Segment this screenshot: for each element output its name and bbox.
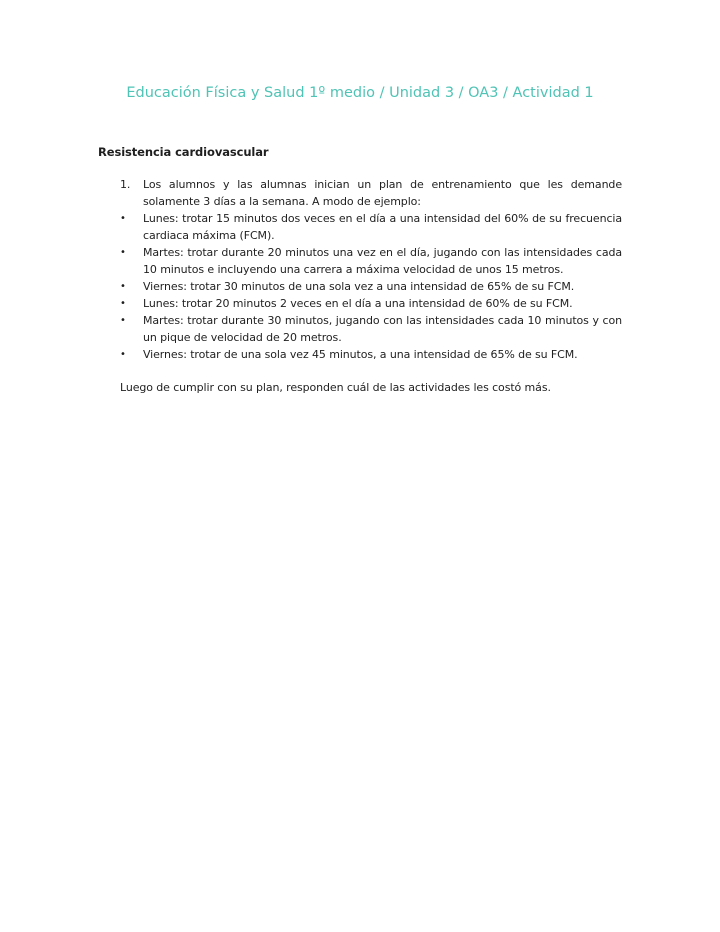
- numbered-item-text: Los alumnos y las alumnas inician un plan de entrenamiento que les demande solamente 3 días a la semana. A modo de ejemplo:: [143, 178, 622, 208]
- bullet-marker-icon: •: [120, 213, 126, 224]
- list-number-marker: 1.: [120, 178, 131, 191]
- bullet-marker-icon: •: [120, 298, 126, 309]
- bullet-marker-icon: •: [120, 281, 126, 292]
- bullet-list-item: [120, 278, 622, 295]
- closing-paragraph: Luego de cumplir con su plan, responden cuál de las actividades les costó más.: [120, 381, 551, 394]
- bullet-list-item: [120, 210, 622, 244]
- bullet-list-item: [120, 346, 622, 363]
- bullet-item-text: Viernes: trotar 30 minutos de una sola vez a una intensidad de 65% de su FCM.: [143, 280, 575, 293]
- numbered-list-item: [120, 176, 622, 210]
- document-title: Educación Física y Salud 1º medio / Unidad 3 / OA3 / Actividad 1: [126, 85, 594, 101]
- bullet-item-text: Viernes: trotar de una sola vez 45 minutos, a una intensidad de 65% de su FCM.: [143, 348, 578, 361]
- bullet-item-text: Martes: trotar durante 20 minutos una vez en el día, jugando con las intensidades cada 10 minutos e incluyendo una carrera a máxima velocidad de unos 15 metros.: [143, 246, 622, 276]
- bullet-list-item: [120, 295, 622, 312]
- bullet-marker-icon: •: [120, 247, 126, 258]
- bullet-list-item: [120, 244, 622, 278]
- bullet-item-text: Lunes: trotar 20 minutos 2 veces en el día a una intensidad de 60% de su FCM.: [143, 297, 573, 310]
- bullet-marker-icon: •: [120, 315, 126, 326]
- bullet-item-text: Martes: trotar durante 30 minutos, jugando con las intensidades cada 10 minutos y con un pique de velocidad de 20 metros.: [143, 314, 622, 344]
- document-body: [120, 176, 622, 396]
- bullet-list-item: [120, 312, 622, 346]
- bullet-marker-icon: •: [120, 349, 126, 360]
- section-heading: Resistencia cardiovascular: [98, 145, 269, 159]
- bullet-item-text: Lunes: trotar 15 minutos dos veces en el día a una intensidad del 60% de su frecuencia cardiaca máxima (FCM).: [143, 212, 622, 242]
